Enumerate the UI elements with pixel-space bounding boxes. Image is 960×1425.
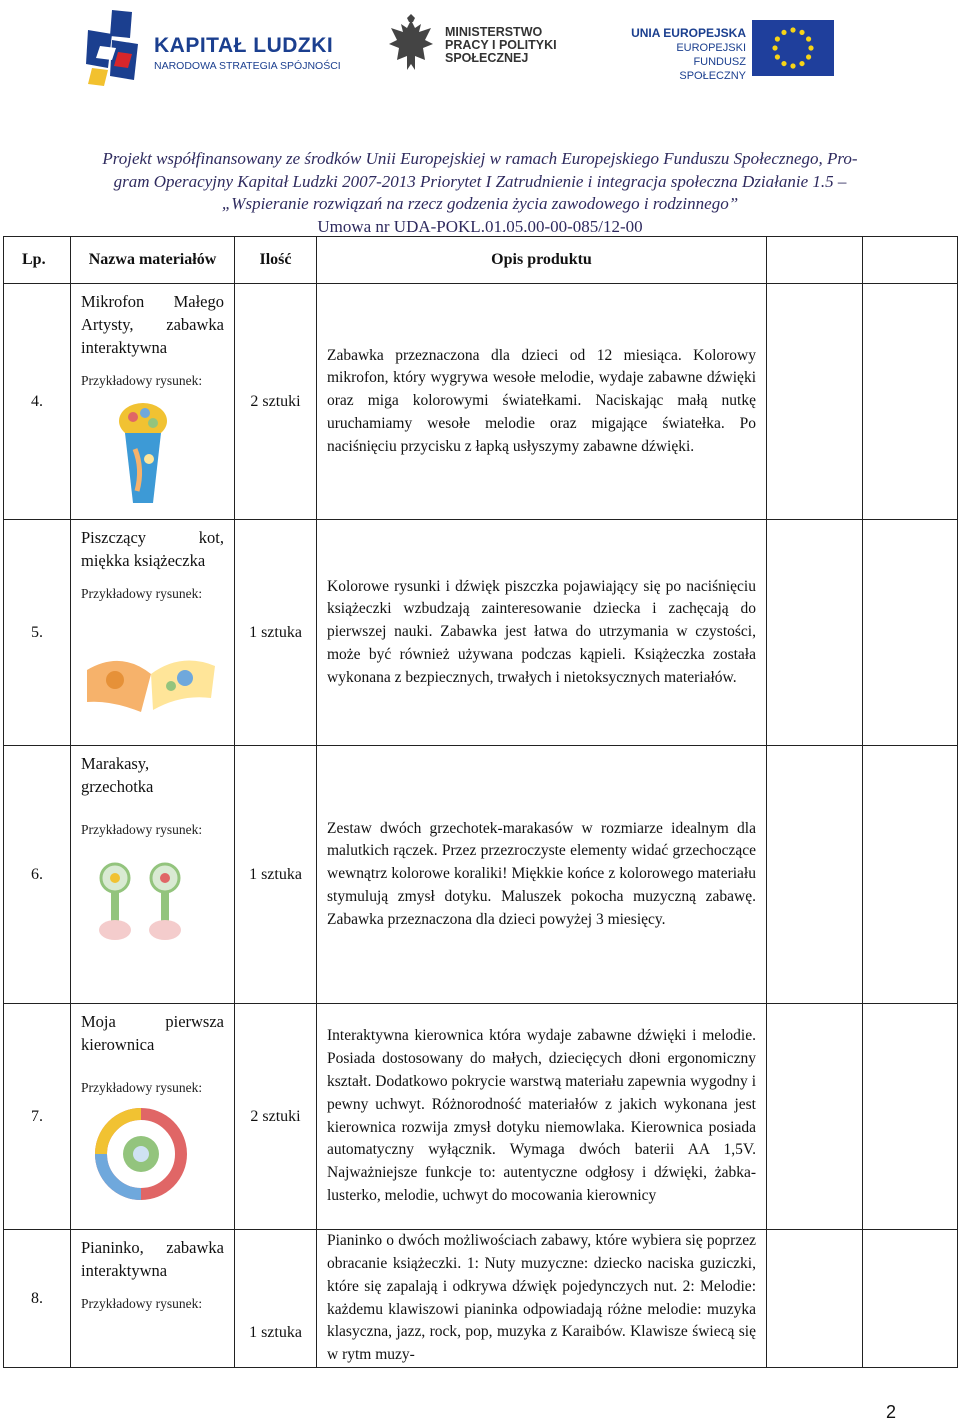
- table-row: [4, 746, 958, 1004]
- empty-cell: [767, 1230, 863, 1368]
- product-quantity: 1 sztuka: [235, 746, 317, 1004]
- ministry-line-3: SPOŁECZNEJ: [445, 51, 529, 65]
- materials-table: [3, 236, 958, 1368]
- product-description: Zabawka przeznaczona dla dzieci od 12 miesiąca. Kolorowy mikrofon, który wygrywa wesołe melodie, wydaje zabawne dźwięki oraz miga kolorowymi światełkami. Naciskając małą nutkę uruchamiamy wesołe melodie oraz migające światełka. Po naciśnięciu przycisku z łapką usłyszymy zabawne dźwięki.: [317, 284, 767, 520]
- eu-star: [781, 30, 786, 35]
- eu-star: [799, 30, 804, 35]
- header-lp: Lp.: [4, 237, 71, 284]
- row-name-cell: [71, 284, 235, 520]
- product-name: Mikrofon Małego Artysty, zabawka interaktywna: [81, 292, 224, 357]
- product-quantity: 1 sztuka: [235, 520, 317, 746]
- eu-star: [799, 61, 804, 66]
- steering-wheel-image: [81, 1106, 201, 1202]
- product-name: Piszczący kot, miękka książeczka: [81, 528, 224, 570]
- kapital-ludzki-subtitle: NARODOWA STRATEGIA SPÓJNOŚCI: [154, 60, 341, 72]
- row-name-cell: [71, 1004, 235, 1230]
- table-header-row: [4, 237, 958, 284]
- product-description: Interaktywna kierownica która wydaje zabawne dźwięki i melodie. Posiada dostosowany do małych, dziecięcych dłoni ergonomiczny kształt. Dodatkowo pokrycie warstwą materiału zapewnia wygodny i pewny uchwyt. Różnorodność materiałów z jakich wykonana jest kierownica rozwija zmysł dotyku niemowlaka. Kierownica posiada automatyczny wyłącznik. Wymaga dwóch baterii AA 1,5V. Najważniejsze funkcje to: autentyczne odgłosy i dźwięki, żabka-lusterko, melodie, uchwyt do mocowania kierownicy: [317, 1004, 767, 1230]
- table-row: [4, 520, 958, 746]
- eu-star: [775, 36, 780, 41]
- product-name: Moja pierwsza kierownica: [81, 1012, 224, 1054]
- empty-cell: [863, 1004, 958, 1230]
- row-number: 6.: [4, 746, 71, 1004]
- kapital-ludzki-title: KAPITAŁ LUDZKI: [154, 34, 334, 57]
- empty-cell: [767, 746, 863, 1004]
- table-row: [4, 1004, 958, 1230]
- product-name: Marakasy, grzechotka: [81, 754, 154, 796]
- eu-logo: [628, 18, 838, 82]
- maracas-image: [81, 848, 201, 958]
- row-number: 7.: [4, 1004, 71, 1230]
- example-label: Przykładowy rysunek:: [81, 586, 203, 601]
- eu-line-1-text: UNIA EUROPEJSKA: [631, 26, 746, 40]
- eu-star: [790, 63, 795, 68]
- eu-star: [790, 27, 795, 32]
- row-name-cell: [71, 520, 235, 746]
- contract-number: Umowa nr UDA-POKL.01.05.00-00-085/12-00: [317, 216, 643, 236]
- example-label: Przykładowy rysunek:: [81, 822, 203, 837]
- empty-cell: [863, 520, 958, 746]
- header-line-3: „Wspieranie rozwiązań na rzecz godzenia życia zawodowego i rodzinnego”: [221, 194, 739, 213]
- empty-cell: [863, 284, 958, 520]
- header-line-2: gram Operacyjny Kapitał Ludzki 2007-2013 Priorytet I Zatrudnienie i integracja społeczna Działanie 1.5 –: [113, 171, 847, 191]
- table-row: [4, 284, 958, 520]
- example-label: Przykładowy rysunek:: [81, 1296, 203, 1311]
- ministry-line-1: MINISTERSTWO: [445, 25, 543, 39]
- ministry-line-2: PRACY I POLITYKI: [445, 38, 557, 52]
- row-number: 8.: [4, 1230, 71, 1368]
- product-description: Kolorowe rysunki i dźwięk piszczka pojawiający się po naciśnięciu książeczki wzbudzają zainteresowanie dziecka i zachęcają do pierwszej nauki. Zabawka jest łatwa do utrzymania w czystości, może być również używana podczas kąpieli. Książeczka została wykonana z bezpiecznych, trwałych i nietoksycznych materiałów.: [317, 520, 767, 746]
- ministry-logo: [385, 14, 605, 84]
- example-label: Przykładowy rysunek:: [81, 1080, 203, 1095]
- header-qty: Ilość: [235, 237, 317, 284]
- product-name: Pianinko, zabawka interaktywna: [81, 1238, 224, 1280]
- kapital-ludzki-logo: [82, 8, 352, 94]
- page-number: 2: [886, 1402, 897, 1422]
- header-desc: Opis produktu: [317, 237, 767, 284]
- table-row: [4, 1230, 958, 1368]
- row-name-cell: [71, 746, 235, 1004]
- eu-flag-icon: [752, 20, 834, 76]
- eu-text: [628, 26, 746, 83]
- row-name-cell: [71, 1230, 235, 1368]
- header-name: Nazwa materiałów: [71, 237, 235, 284]
- eu-star: [808, 45, 813, 50]
- empty-cell: [767, 284, 863, 520]
- header-extra-2: [863, 237, 958, 284]
- eu-star: [806, 54, 811, 59]
- header-extra-1: [767, 237, 863, 284]
- eu-line-1: [628, 26, 746, 41]
- product-quantity: 1 sztuka: [235, 1230, 317, 1368]
- empty-cell: [767, 520, 863, 746]
- eu-star: [806, 36, 811, 41]
- eu-star: [772, 45, 777, 50]
- product-description: Pianinko o dwóch możliwościach zabawy, które wybiera się poprzez obracanie książeczki. 1: Nuty muzyczne: dziecko naciska guziczki, które się zapalają i odkrywa dźwięk pojedynczych nut. 2: Melodie: każdemu klawiszowi pianinka odpowiadają różne melodie: muzyka klasyczna, jazz, rock, pop, muzyka z Karaibów. Klawisze świecą się w rytm muzy-: [317, 1230, 767, 1368]
- eu-line-3: FUNDUSZ SPOŁECZNY: [679, 56, 746, 82]
- eu-star: [775, 54, 780, 59]
- empty-cell: [863, 1230, 958, 1368]
- project-header: [30, 148, 930, 238]
- empty-cell: [767, 1004, 863, 1230]
- example-label: Przykładowy rysunek:: [81, 373, 203, 388]
- eu-line-2: EUROPEJSKI: [676, 42, 746, 54]
- row-number: 5.: [4, 520, 71, 746]
- header-line-1: Projekt współfinansowany ze środków Unii Europejskiej w ramach Europejskiego Funduszu Społecznego, Pro-: [102, 149, 858, 168]
- eagle-emblem-icon: [385, 14, 437, 78]
- ministry-name: [445, 26, 557, 65]
- soft-book-image: [81, 640, 221, 720]
- logo-bar: [0, 0, 960, 110]
- row-number: 4.: [4, 284, 71, 520]
- kapital-ludzki-mark-icon: [82, 8, 154, 90]
- eu-star: [781, 61, 786, 66]
- product-description: Zestaw dwóch grzechotek-marakasów w rozmiarze idealnym dla malutkich rączek. Przez przezroczyste elementy widać grzechoczące wewnątrz kolorowe koraliki! Miękkie końce z kolorowego materiału stymulują zmysł dotyku. Maluszek pokocha muzyczną zabawę. Zabawka przeznaczona dla dzieci powyżej 3 miesięcy.: [317, 746, 767, 1004]
- product-quantity: 2 sztuki: [235, 1004, 317, 1230]
- microphone-toy-image: [81, 399, 201, 509]
- empty-cell: [863, 746, 958, 1004]
- product-quantity: 2 sztuki: [235, 284, 317, 520]
